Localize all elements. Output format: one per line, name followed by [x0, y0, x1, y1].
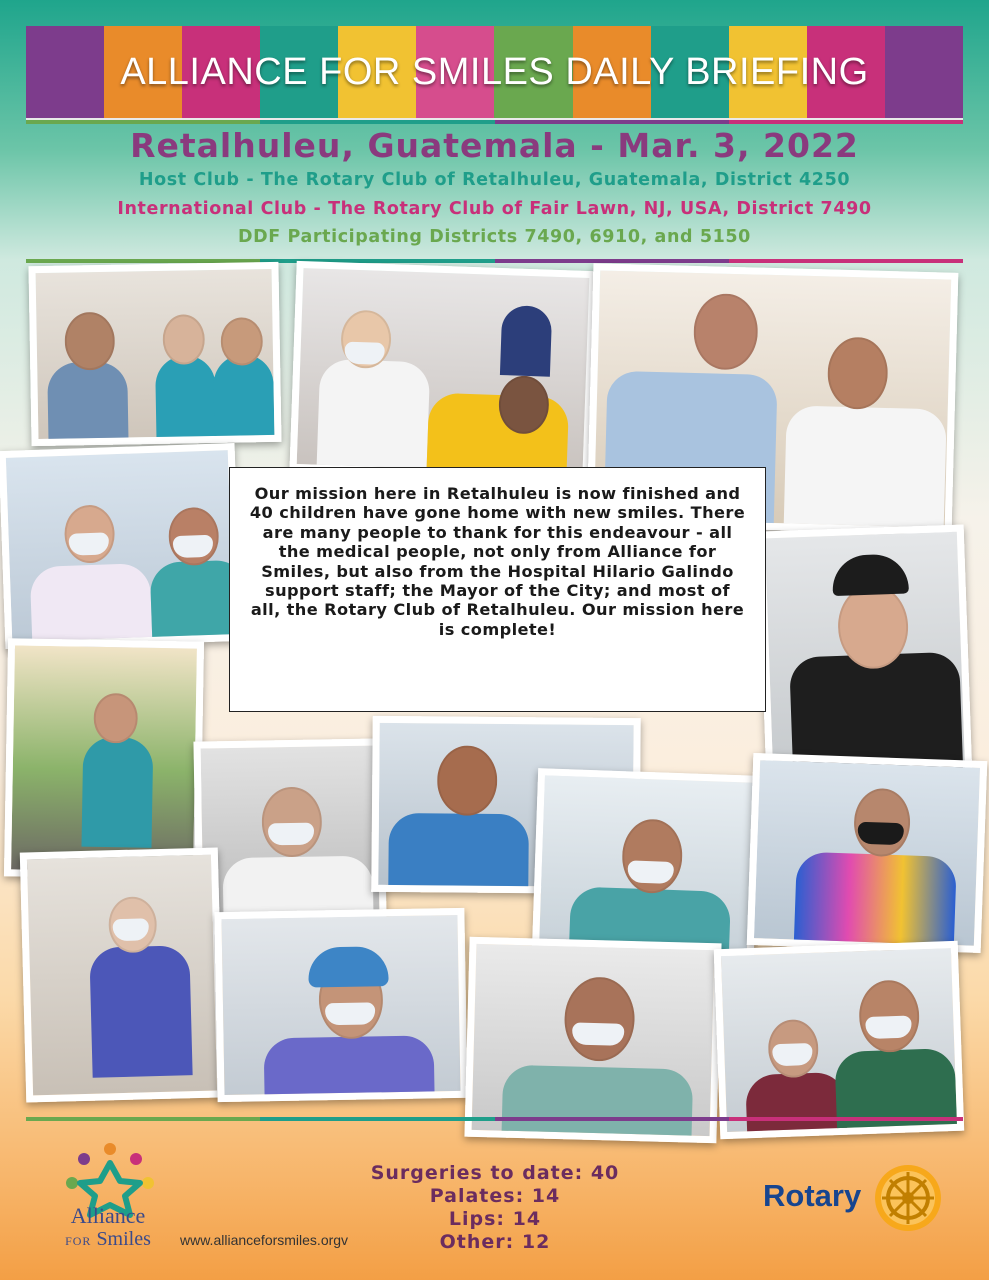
alliance-logo-line2: [58, 1228, 158, 1251]
ddf-districts-line: DDF Participating Districts 7490, 6910, and 5150: [238, 227, 751, 247]
photo-two-nurses-caps: [0, 443, 241, 649]
host-club-line: Host Club - The Rotary Club of Retalhuleu, Guatemala, District 4250: [138, 170, 851, 190]
alliance-logo-for: FOR: [65, 1234, 92, 1248]
photo-nurse-blue-bonnet: [214, 908, 467, 1102]
stat-lips: Lips: 14: [448, 1208, 542, 1230]
photo-two-staff-masks: [714, 941, 964, 1139]
stat-surgeries: Surgeries to date: 40: [370, 1162, 620, 1184]
mission-message-box: [229, 467, 766, 712]
photo-chef: [758, 524, 973, 781]
rotary-wheel-icon: [872, 1162, 944, 1234]
photo-nurse-with-child: [289, 261, 596, 481]
alliance-logo-smiles: Smiles: [96, 1228, 151, 1250]
surgery-stats: [330, 1162, 660, 1254]
stat-palates: Palates: 14: [429, 1185, 561, 1207]
photo-colorful-scrubs: [747, 753, 988, 953]
banner-rule: [26, 120, 963, 124]
banner-title: ALLIANCE FOR SMILES DAILY BRIEFING: [120, 50, 869, 93]
alliance-logo-line1: Alliance: [70, 1203, 146, 1228]
photo-wheelchair-patient: [4, 638, 204, 879]
stat-other: Other: 12: [439, 1231, 551, 1253]
footer-rule: [26, 1117, 963, 1121]
rotary-wordmark: Rotary: [763, 1178, 862, 1213]
photo-man-scrub-cap: [20, 847, 224, 1102]
mission-message-text: Our mission here in Retalhuleu is now finished and 40 children have gone home with new smiles. There are many people to thank for this endeavour - all the medical people, not only from Alliance for Smiles, but also from the Hospital Hilario Galindo support staff; the Mayor of the City; and most of all, the Rotary Club of Retalhuleu. Our mission here is complete!: [249, 484, 746, 639]
photo-team-hallway: [28, 262, 281, 446]
photo-nurse-blue-cap: [532, 768, 760, 958]
website-url[interactable]: www.allianceforsmiles.orgv: [180, 1232, 349, 1248]
international-club-line: International Club - The Rotary Club of Fair Lawn, NJ, USA, District 7490: [117, 199, 872, 219]
location-date-heading: Retalhuleu, Guatemala - Mar. 3, 2022: [130, 126, 859, 165]
photo-man-green-scrubs: [464, 937, 721, 1144]
header-rule: [26, 259, 963, 263]
photo-woman-glasses: [193, 738, 386, 921]
